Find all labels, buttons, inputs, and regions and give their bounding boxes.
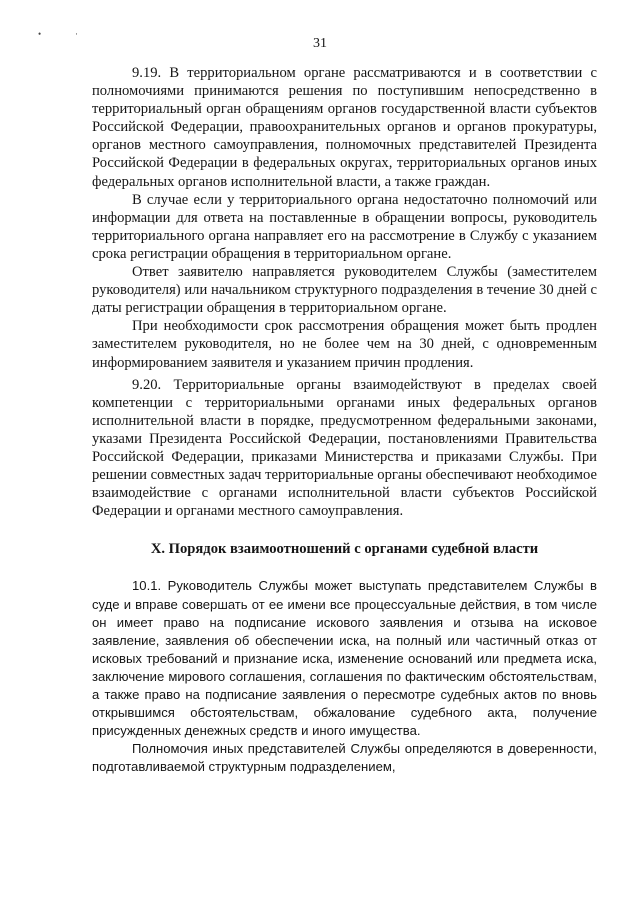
scan-mark: • bbox=[38, 29, 42, 39]
paragraph-10-1-representatives: Полномочия иных представителей Службы определяются в доверенности, подготавливаемой структурным подразделением, bbox=[92, 741, 597, 775]
paragraph-9-19: 9.19. В территориальном органе рассматриваются и в соответствии с полномочиями принимаются решения по поступившим непосредственно в территориальный орган обращениям органов государственной власти субъектов Российской Федерации, правоохранительных органов и органов прокуратуры, органов местного самоуправления, полномочных представителей Президента Российской Федерации в федеральных округах, территориальных органов иных федеральных органов исполнительной власти, а также граждан. bbox=[92, 65, 597, 190]
scan-mark: · bbox=[75, 29, 78, 39]
paragraph-9-19-insufficient-authority: В случае если у территориального органа недостаточно полномочий или информации для ответа на поставленные в обращении вопросы, руководитель территориального органа направляет его на рассмотрение в Службу с указанием срока регистрации обращения в территориальном органе. bbox=[92, 191, 597, 262]
document-body bbox=[92, 64, 597, 776]
paragraph-9-19-extension: При необходимости срок рассмотрения обращения может быть продлен заместителем руководителя, но не более чем на 30 дней, с одновременным информированием заявителя и указанием причин продления. bbox=[92, 318, 597, 371]
page-number: 31 bbox=[313, 36, 327, 51]
section-title: X. Порядок взаимоотношений с органами судебной власти bbox=[150, 541, 539, 558]
paragraph-9-19-response: Ответ заявителю направляется руководителем Службы (заместителем руководителя) или начальником структурного подразделения в течение 30 дней с даты регистрации обращения в территориальном органе. bbox=[92, 264, 597, 317]
paragraph-10-1: 10.1. Руководитель Службы может выступать представителем Службы в суде и вправе совершать от ее имени все процессуальные действия, в том числе он имеет право на подписание искового заявления и отзыва на исковое заявление, заявления об обеспечении иска, на полный или частичный отказ от исковых требований и признание иска, изменение оснований или предмета иска, заключение мирового соглашения, соглашения по фактическим обстоятельствам, а также право на подписание заявления о пересмотре судебных актов по вновь открывшимся обстоятельствам, обжалование судебного акта, получение присужденных денежных средств и иного имущества. bbox=[92, 578, 597, 739]
paragraph-9-20: 9.20. Территориальные органы взаимодействуют в пределах своей компетенции с территориальными органами иных федеральных органов исполнительной власти в порядке, предусмотренном федеральными законами, указами Президента Российской Федерации, постановлениями Правительства Российской Федерации, приказами Министерства и приказами Службы. При решении совместных задач территориальные органы обеспечивают необходимое взаимодействие с органами исполнительной власти субъектов Российской Федерации и органами местного самоуправления. bbox=[92, 376, 597, 520]
